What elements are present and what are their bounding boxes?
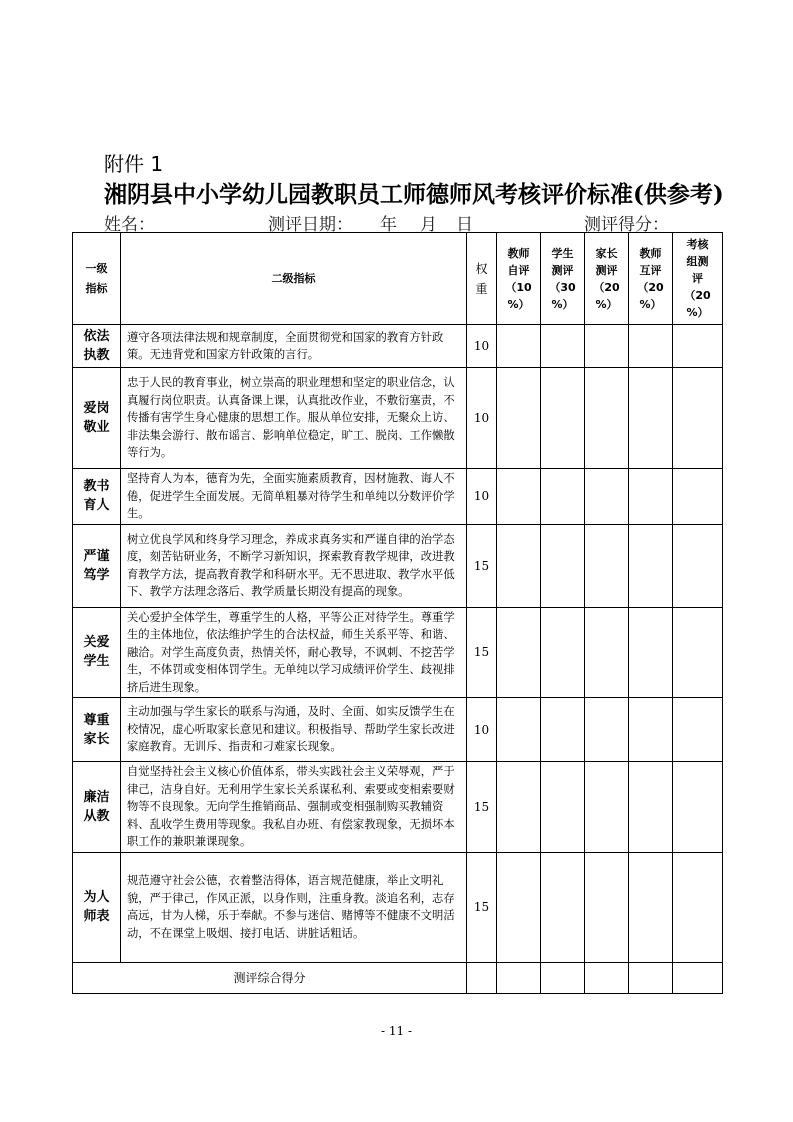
weight-cell: 10 [467, 368, 497, 469]
table-row [73, 325, 723, 368]
category-cell: 爱岗 敬业 [73, 368, 121, 469]
score-cell-self[interactable] [497, 698, 541, 762]
category-cell: 教书 育人 [73, 469, 121, 525]
score-cell-panel[interactable] [673, 325, 723, 368]
total-weight-cell[interactable] [467, 962, 497, 993]
score-cell-student[interactable] [541, 698, 585, 762]
score-cell-panel[interactable] [673, 469, 723, 525]
weight-cell: 15 [467, 852, 497, 962]
score-cell-student[interactable] [541, 607, 585, 698]
total-cell-panel[interactable] [673, 962, 723, 993]
weight-cell: 10 [467, 325, 497, 368]
day-label: 日 [456, 215, 473, 235]
score-cell-peer[interactable] [629, 698, 673, 762]
weight-cell: 15 [467, 524, 497, 607]
score-cell-panel[interactable] [673, 607, 723, 698]
score-cell-peer[interactable] [629, 368, 673, 469]
header-peer: 教师 互评 （20 %） [629, 233, 673, 325]
description-cell: 自觉坚持社会主义核心价值体系，带头实践社会主义荣辱观，严于律己，洁身自好。无利用学生家长关系谋私利、索要或变相索要财物等不良现象。无向学生推销商品、强制或变相强制购买教辅资料、乱收学生费用等现象。我私自办班、有偿家教现象，无损坏本职工作的兼职兼课现象。 [121, 762, 467, 853]
category-cell: 为人 师表 [73, 852, 121, 962]
score-cell-peer[interactable] [629, 325, 673, 368]
score-cell-student[interactable] [541, 524, 585, 607]
score-cell-parent[interactable] [585, 524, 629, 607]
table-row [73, 762, 723, 853]
score-cell-panel[interactable] [673, 524, 723, 607]
score-cell-self[interactable] [497, 607, 541, 698]
header-student: 学生 测评 （30 %） [541, 233, 585, 325]
score-cell-student[interactable] [541, 762, 585, 853]
weight-cell: 15 [467, 762, 497, 853]
score-cell-self[interactable] [497, 852, 541, 962]
score-cell-panel[interactable] [673, 852, 723, 962]
table-row [73, 698, 723, 762]
month-label: 月 [420, 215, 437, 235]
score-cell-parent[interactable] [585, 852, 629, 962]
score-cell-peer[interactable] [629, 762, 673, 853]
score-cell-parent[interactable] [585, 469, 629, 525]
category-cell: 严谨 笃学 [73, 524, 121, 607]
weight-cell: 10 [467, 469, 497, 525]
score-label: 测评得分： [584, 215, 669, 235]
table-row [73, 524, 723, 607]
score-cell-parent[interactable] [585, 325, 629, 368]
score-cell-self[interactable] [497, 325, 541, 368]
weight-cell: 15 [467, 607, 497, 698]
score-cell-student[interactable] [541, 325, 585, 368]
score-cell-parent[interactable] [585, 368, 629, 469]
score-cell-self[interactable] [497, 368, 541, 469]
date-label: 测评日期： [268, 215, 353, 235]
header-parent: 家长 测评 （20 %） [585, 233, 629, 325]
description-cell: 规范遵守社会公德，衣着整洁得体，语言规范健康，举止文明礼貌，严于律己，作风正派，以身作则，注重身教。淡追名利，志存高远，甘为人梯，乐于奉献。不参与迷信、赌博等不健康不文明活动，不在课堂上吸烟、接打电话、讲脏话粗话。 [121, 852, 467, 962]
score-cell-peer[interactable] [629, 607, 673, 698]
score-cell-student[interactable] [541, 469, 585, 525]
score-cell-parent[interactable] [585, 698, 629, 762]
description-cell: 坚持育人为本，德育为先，全面实施素质教育，因材施教、诲人不倦，促进学生全面发展。无简单粗暴对待学生和单纯以分数评价学生。 [121, 469, 467, 525]
score-cell-self[interactable] [497, 469, 541, 525]
description-cell: 关心爱护全体学生，尊重学生的人格，平等公正对待学生。尊重学生的主体地位，依法维护学生的合法权益，师生关系平等、和谐、融洽。对学生高度负责，热情关怀，耐心教导，不讽刺、不挖苦学生，不体罚或变相体罚学生。无单纯以学习成绩评价学生、歧视排挤后进生现象。 [121, 607, 467, 698]
page-title: 湘阴县中小学幼儿园教职员工师德师风考核评价标准(供参考) [104, 181, 724, 208]
page-number: - 11 - [380, 1024, 412, 1038]
evaluation-table [72, 232, 723, 994]
description-cell: 主动加强与学生家长的联系与沟通，及时、全面、如实反馈学生在校情况，虚心听取家长意见和建议。积极指导、帮助学生家长改进家庭教育。无训斥、指责和刁难家长现象。 [121, 698, 467, 762]
score-cell-student[interactable] [541, 368, 585, 469]
category-cell: 尊重 家长 [73, 698, 121, 762]
score-cell-peer[interactable] [629, 852, 673, 962]
score-cell-peer[interactable] [629, 469, 673, 525]
total-label: 测评综合得分 [73, 962, 467, 993]
year-label: 年 [380, 215, 397, 235]
total-cell-self[interactable] [497, 962, 541, 993]
header-row [73, 233, 723, 325]
score-cell-panel[interactable] [673, 762, 723, 853]
score-cell-peer[interactable] [629, 524, 673, 607]
weight-cell: 10 [467, 698, 497, 762]
score-cell-parent[interactable] [585, 762, 629, 853]
table-row [73, 368, 723, 469]
score-cell-self[interactable] [497, 762, 541, 853]
category-cell: 关爱 学生 [73, 607, 121, 698]
description-cell: 忠于人民的教育事业，树立崇高的职业理想和坚定的职业信念，认真履行岗位职责。认真备课上课，认真批改作业，不敷衍塞责，不传播有害学生身心健康的思想工作。服从单位安排，无聚众上访、非法集会游行、散布谣言、影响单位稳定，旷工、脱岗、工作懒散等行为。 [121, 368, 467, 469]
header-level2: 二级指标 [121, 233, 467, 325]
description-cell: 遵守各项法律法规和规章制度，全面贯彻党和国家的教育方针政策。无违背党和国家方针政策的言行。 [121, 325, 467, 368]
score-cell-student[interactable] [541, 852, 585, 962]
header-teacher-self: 教师 自评 （10 %） [497, 233, 541, 325]
header-weight: 权 重 [467, 233, 497, 325]
header-level1: 一级 指标 [73, 233, 121, 325]
score-cell-panel[interactable] [673, 368, 723, 469]
description-cell: 树立优良学风和终身学习理念，养成求真务实和严谨自律的治学态度，刻苦钻研业务，不断学习新知识，探索教育教学规律，改进教育教学方法，提高教育教学和科研水平。无不思进取、教学水平低下、教学方法理念落后、教学质量长期没有提高的现象。 [121, 524, 467, 607]
table-row [73, 607, 723, 698]
attachment-label: 附件 1 [104, 152, 164, 176]
table-row [73, 852, 723, 962]
name-label: 姓名： [104, 215, 155, 235]
total-cell-student[interactable] [541, 962, 585, 993]
score-cell-self[interactable] [497, 524, 541, 607]
total-row [73, 962, 723, 993]
total-cell-parent[interactable] [585, 962, 629, 993]
category-cell: 依法 执教 [73, 325, 121, 368]
total-cell-peer[interactable] [629, 962, 673, 993]
table-row [73, 469, 723, 525]
score-cell-panel[interactable] [673, 698, 723, 762]
category-cell: 廉洁 从教 [73, 762, 121, 853]
score-cell-parent[interactable] [585, 607, 629, 698]
header-panel: 考核 组测 评 （20 %） [673, 233, 723, 325]
